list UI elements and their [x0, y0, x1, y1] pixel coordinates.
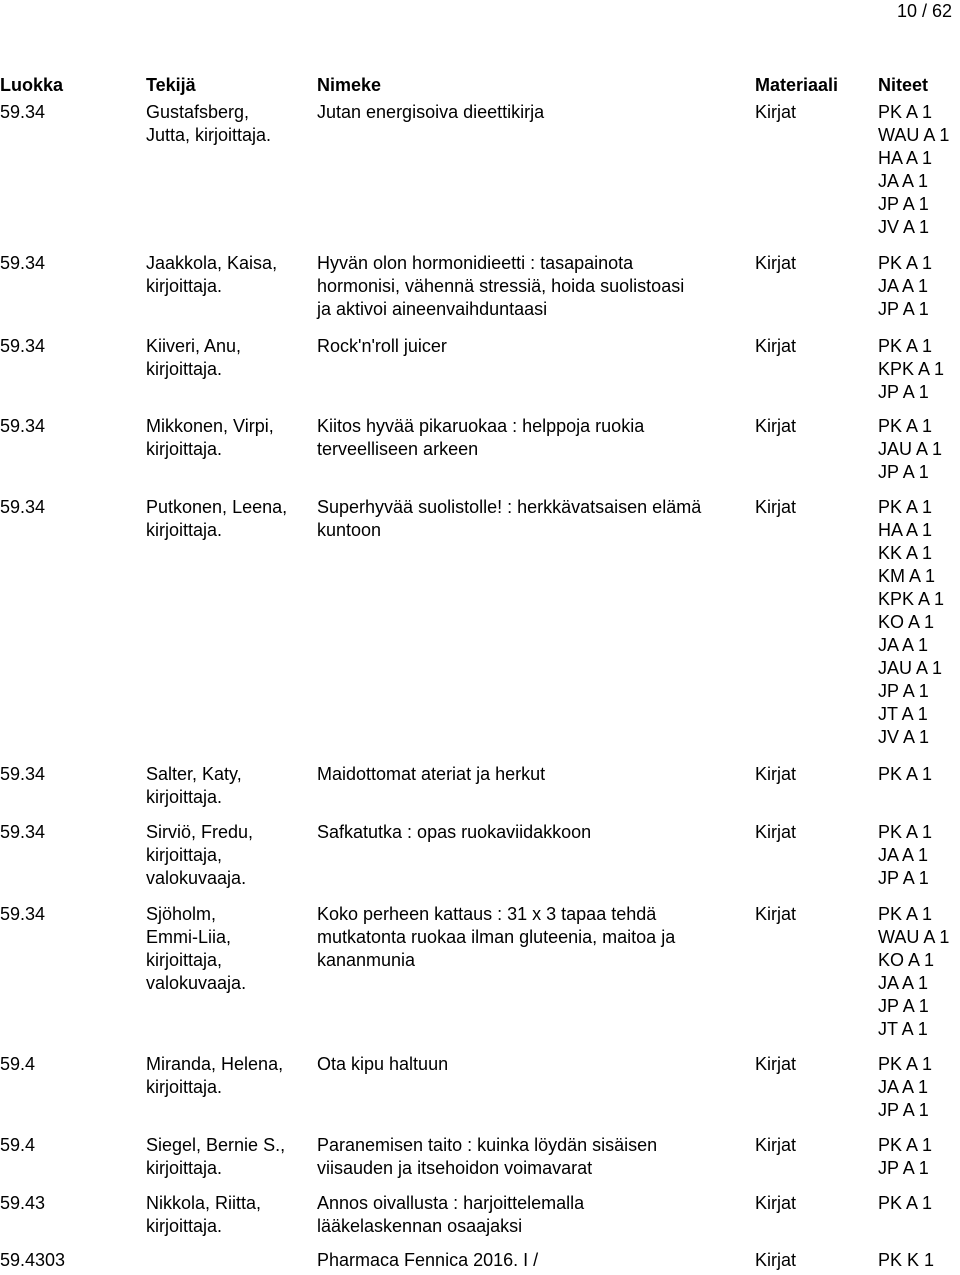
nimeke-line: Safkatutka : opas ruokaviidakkoon	[317, 822, 592, 842]
niteet-line: KK A 1	[878, 543, 933, 563]
cell-materiaali: Kirjat	[755, 1193, 797, 1213]
nimeke-line: Ota kipu haltuun	[317, 1054, 449, 1074]
tekija-line: kirjoittaja.	[146, 359, 223, 379]
cell-nimeke	[317, 335, 447, 358]
nimeke-line: Paranemisen taito : kuinka löydän sisäisen	[317, 1135, 658, 1155]
cell-tekija	[146, 252, 277, 298]
column-header-niteet: Niteet	[878, 75, 929, 95]
cell-niteet	[878, 335, 944, 404]
cell-niteet	[878, 903, 949, 1041]
column-header-luokka: Luokka	[0, 75, 64, 95]
cell-luokka: 59.34	[0, 253, 46, 273]
niteet-line: WAU A 1	[878, 927, 950, 947]
cell-tekija	[146, 1134, 285, 1180]
page-number: 10 / 62	[896, 1, 952, 21]
nimeke-line: Superhyvää suolistolle! : herkkävatsaisen elämä	[317, 497, 702, 517]
cell-tekija	[146, 1053, 283, 1099]
cell-nimeke	[317, 496, 701, 542]
cell-materiaali: Kirjat	[755, 102, 797, 122]
nimeke-line: mutkatonta ruokaa ilman gluteenia, maitoa ja	[317, 927, 676, 947]
niteet-line: JP A 1	[878, 681, 929, 701]
tekija-line: valokuvaaja.	[146, 868, 247, 888]
cell-luokka: 59.4	[0, 1135, 36, 1155]
niteet-line: PK A 1	[878, 1054, 933, 1074]
nimeke-line: Annos oivallusta : harjoittelemalla	[317, 1193, 585, 1213]
tekija-line: Mikkonen, Virpi,	[146, 416, 274, 436]
niteet-line: JP A 1	[878, 382, 929, 402]
column-header-materiaali: Materiaali	[755, 75, 839, 95]
cell-nimeke	[317, 101, 544, 124]
nimeke-line: terveelliseen arkeen	[317, 439, 479, 459]
nimeke-line: Pharmaca Fennica 2016. I /	[317, 1250, 539, 1270]
tekija-line: Jaakkola, Kaisa,	[146, 253, 278, 273]
cell-materiaali: Kirjat	[755, 336, 797, 356]
niteet-line: PK A 1	[878, 102, 933, 122]
cell-niteet	[878, 415, 942, 484]
niteet-line: JP A 1	[878, 868, 929, 888]
niteet-line: PK A 1	[878, 416, 933, 436]
tekija-line: kirjoittaja.	[146, 276, 223, 296]
nimeke-line: Koko perheen kattaus : 31 x 3 tapaa tehdä	[317, 904, 657, 924]
tekija-line: kirjoittaja.	[146, 1216, 223, 1236]
cell-tekija	[146, 821, 253, 890]
cell-luokka: 59.34	[0, 822, 46, 842]
cell-luokka: 59.34	[0, 336, 46, 356]
niteet-line: JA A 1	[878, 276, 929, 296]
tekija-line: kirjoittaja.	[146, 1158, 223, 1178]
cell-materiaali: Kirjat	[755, 416, 797, 436]
tekija-line: kirjoittaja.	[146, 520, 223, 540]
tekija-line: Salter, Katy,	[146, 764, 242, 784]
cell-tekija	[146, 101, 271, 147]
cell-niteet	[878, 763, 932, 786]
cell-materiaali: Kirjat	[755, 1250, 797, 1270]
niteet-line: PK A 1	[878, 497, 933, 517]
cell-materiaali: Kirjat	[755, 904, 797, 924]
cell-nimeke	[317, 415, 644, 461]
nimeke-line: Rock'n'roll juicer	[317, 336, 447, 356]
tekija-line: valokuvaaja.	[146, 973, 247, 993]
cell-materiaali: Kirjat	[755, 764, 797, 784]
cell-niteet	[878, 496, 944, 749]
cell-tekija	[146, 763, 242, 809]
niteet-line: KO A 1	[878, 612, 935, 632]
nimeke-line: Maidottomat ateriat ja herkut	[317, 764, 546, 784]
niteet-line: PK A 1	[878, 253, 933, 273]
niteet-line: JT A 1	[878, 704, 928, 724]
tekija-line: Siegel, Bernie S.,	[146, 1135, 286, 1155]
cell-niteet	[878, 821, 932, 890]
cell-nimeke	[317, 1249, 538, 1272]
cell-materiaali: Kirjat	[755, 253, 797, 273]
tekija-line: Kiiveri, Anu,	[146, 336, 242, 356]
niteet-line: PK A 1	[878, 764, 933, 784]
nimeke-line: kuntoon	[317, 520, 382, 540]
tekija-line: Putkonen, Leena,	[146, 497, 288, 517]
tekija-line: Sjöholm,	[146, 904, 217, 924]
niteet-line: KPK A 1	[878, 359, 945, 379]
tekija-line: kirjoittaja.	[146, 1077, 223, 1097]
niteet-line: PK A 1	[878, 1193, 933, 1213]
cell-materiaali: Kirjat	[755, 822, 797, 842]
tekija-line: Nikkola, Riitta,	[146, 1193, 262, 1213]
cell-niteet	[878, 1053, 932, 1122]
cell-tekija	[146, 903, 246, 995]
nimeke-line: Kiitos hyvää pikaruokaa : helppoja ruokia	[317, 416, 645, 436]
tekija-line: Sirviö, Fredu,	[146, 822, 254, 842]
cell-niteet	[878, 1192, 932, 1215]
nimeke-line: hormonisi, vähennä stressiä, hoida suolistoasi	[317, 276, 685, 296]
niteet-line: JAU A 1	[878, 658, 943, 678]
niteet-line: PK A 1	[878, 822, 933, 842]
cell-luokka: 59.34	[0, 102, 46, 122]
niteet-line: JA A 1	[878, 171, 929, 191]
cell-nimeke	[317, 1192, 584, 1238]
tekija-line: kirjoittaja.	[146, 787, 223, 807]
cell-tekija	[146, 496, 287, 542]
cell-luokka: 59.34	[0, 416, 46, 436]
cell-luokka: 59.34	[0, 764, 46, 784]
cell-nimeke	[317, 1053, 448, 1076]
cell-luokka: 59.34	[0, 904, 46, 924]
niteet-line: HA A 1	[878, 148, 933, 168]
column-header-tekija: Tekijä	[146, 75, 196, 95]
niteet-line: JV A 1	[878, 217, 930, 237]
cell-niteet	[878, 101, 949, 239]
cell-niteet	[878, 1134, 932, 1180]
tekija-line: kirjoittaja,	[146, 845, 223, 865]
niteet-line: KPK A 1	[878, 589, 945, 609]
niteet-line: PK K 1	[878, 1250, 935, 1270]
cell-luokka: 59.34	[0, 497, 46, 517]
cell-niteet	[878, 252, 932, 321]
tekija-line: Miranda, Helena,	[146, 1054, 284, 1074]
cell-tekija	[146, 335, 241, 381]
cell-nimeke	[317, 763, 545, 786]
niteet-line: HA A 1	[878, 520, 933, 540]
cell-materiaali: Kirjat	[755, 1135, 797, 1155]
niteet-line: JV A 1	[878, 727, 930, 747]
cell-tekija	[146, 1192, 261, 1238]
nimeke-line: ja aktivoi aineenvaihduntaasi	[317, 299, 548, 319]
niteet-line: JP A 1	[878, 1100, 929, 1120]
column-header-nimeke: Nimeke	[317, 75, 382, 95]
cell-nimeke	[317, 1134, 657, 1180]
tekija-line: kirjoittaja,	[146, 950, 223, 970]
nimeke-line: Jutan energisoiva dieettikirja	[317, 102, 545, 122]
nimeke-line: viisauden ja itsehoidon voimavarat	[317, 1158, 593, 1178]
niteet-line: JA A 1	[878, 635, 929, 655]
nimeke-line: Hyvän olon hormonidieetti : tasapainota	[317, 253, 634, 273]
niteet-line: JP A 1	[878, 996, 929, 1016]
cell-tekija	[146, 415, 274, 461]
niteet-line: KO A 1	[878, 950, 935, 970]
nimeke-line: lääkelaskennan osaajaksi	[317, 1216, 523, 1236]
tekija-line: Emmi-Liia,	[146, 927, 232, 947]
cell-materiaali: Kirjat	[755, 1054, 797, 1074]
cell-niteet	[878, 1249, 934, 1272]
cell-nimeke	[317, 252, 684, 321]
niteet-line: WAU A 1	[878, 125, 950, 145]
niteet-line: JAU A 1	[878, 439, 943, 459]
niteet-line: JA A 1	[878, 973, 929, 993]
nimeke-line: kananmunia	[317, 950, 416, 970]
tekija-line: Jutta, kirjoittaja.	[146, 125, 272, 145]
niteet-line: JP A 1	[878, 1158, 929, 1178]
niteet-line: JP A 1	[878, 299, 929, 319]
cell-luokka: 59.4	[0, 1054, 36, 1074]
cell-materiaali: Kirjat	[755, 497, 797, 517]
niteet-line: PK A 1	[878, 1135, 933, 1155]
tekija-line: Gustafsberg,	[146, 102, 250, 122]
niteet-line: JP A 1	[878, 194, 929, 214]
cell-nimeke	[317, 903, 675, 972]
niteet-line: JA A 1	[878, 845, 929, 865]
niteet-line: JA A 1	[878, 1077, 929, 1097]
niteet-line: JP A 1	[878, 462, 929, 482]
cell-nimeke	[317, 821, 591, 844]
niteet-line: PK A 1	[878, 336, 933, 356]
niteet-line: JT A 1	[878, 1019, 928, 1039]
cell-luokka: 59.43	[0, 1193, 46, 1213]
niteet-line: PK A 1	[878, 904, 933, 924]
cell-luokka: 59.4303	[0, 1250, 66, 1270]
table-header	[0, 74, 960, 96]
niteet-line: KM A 1	[878, 566, 936, 586]
tekija-line: kirjoittaja.	[146, 439, 223, 459]
